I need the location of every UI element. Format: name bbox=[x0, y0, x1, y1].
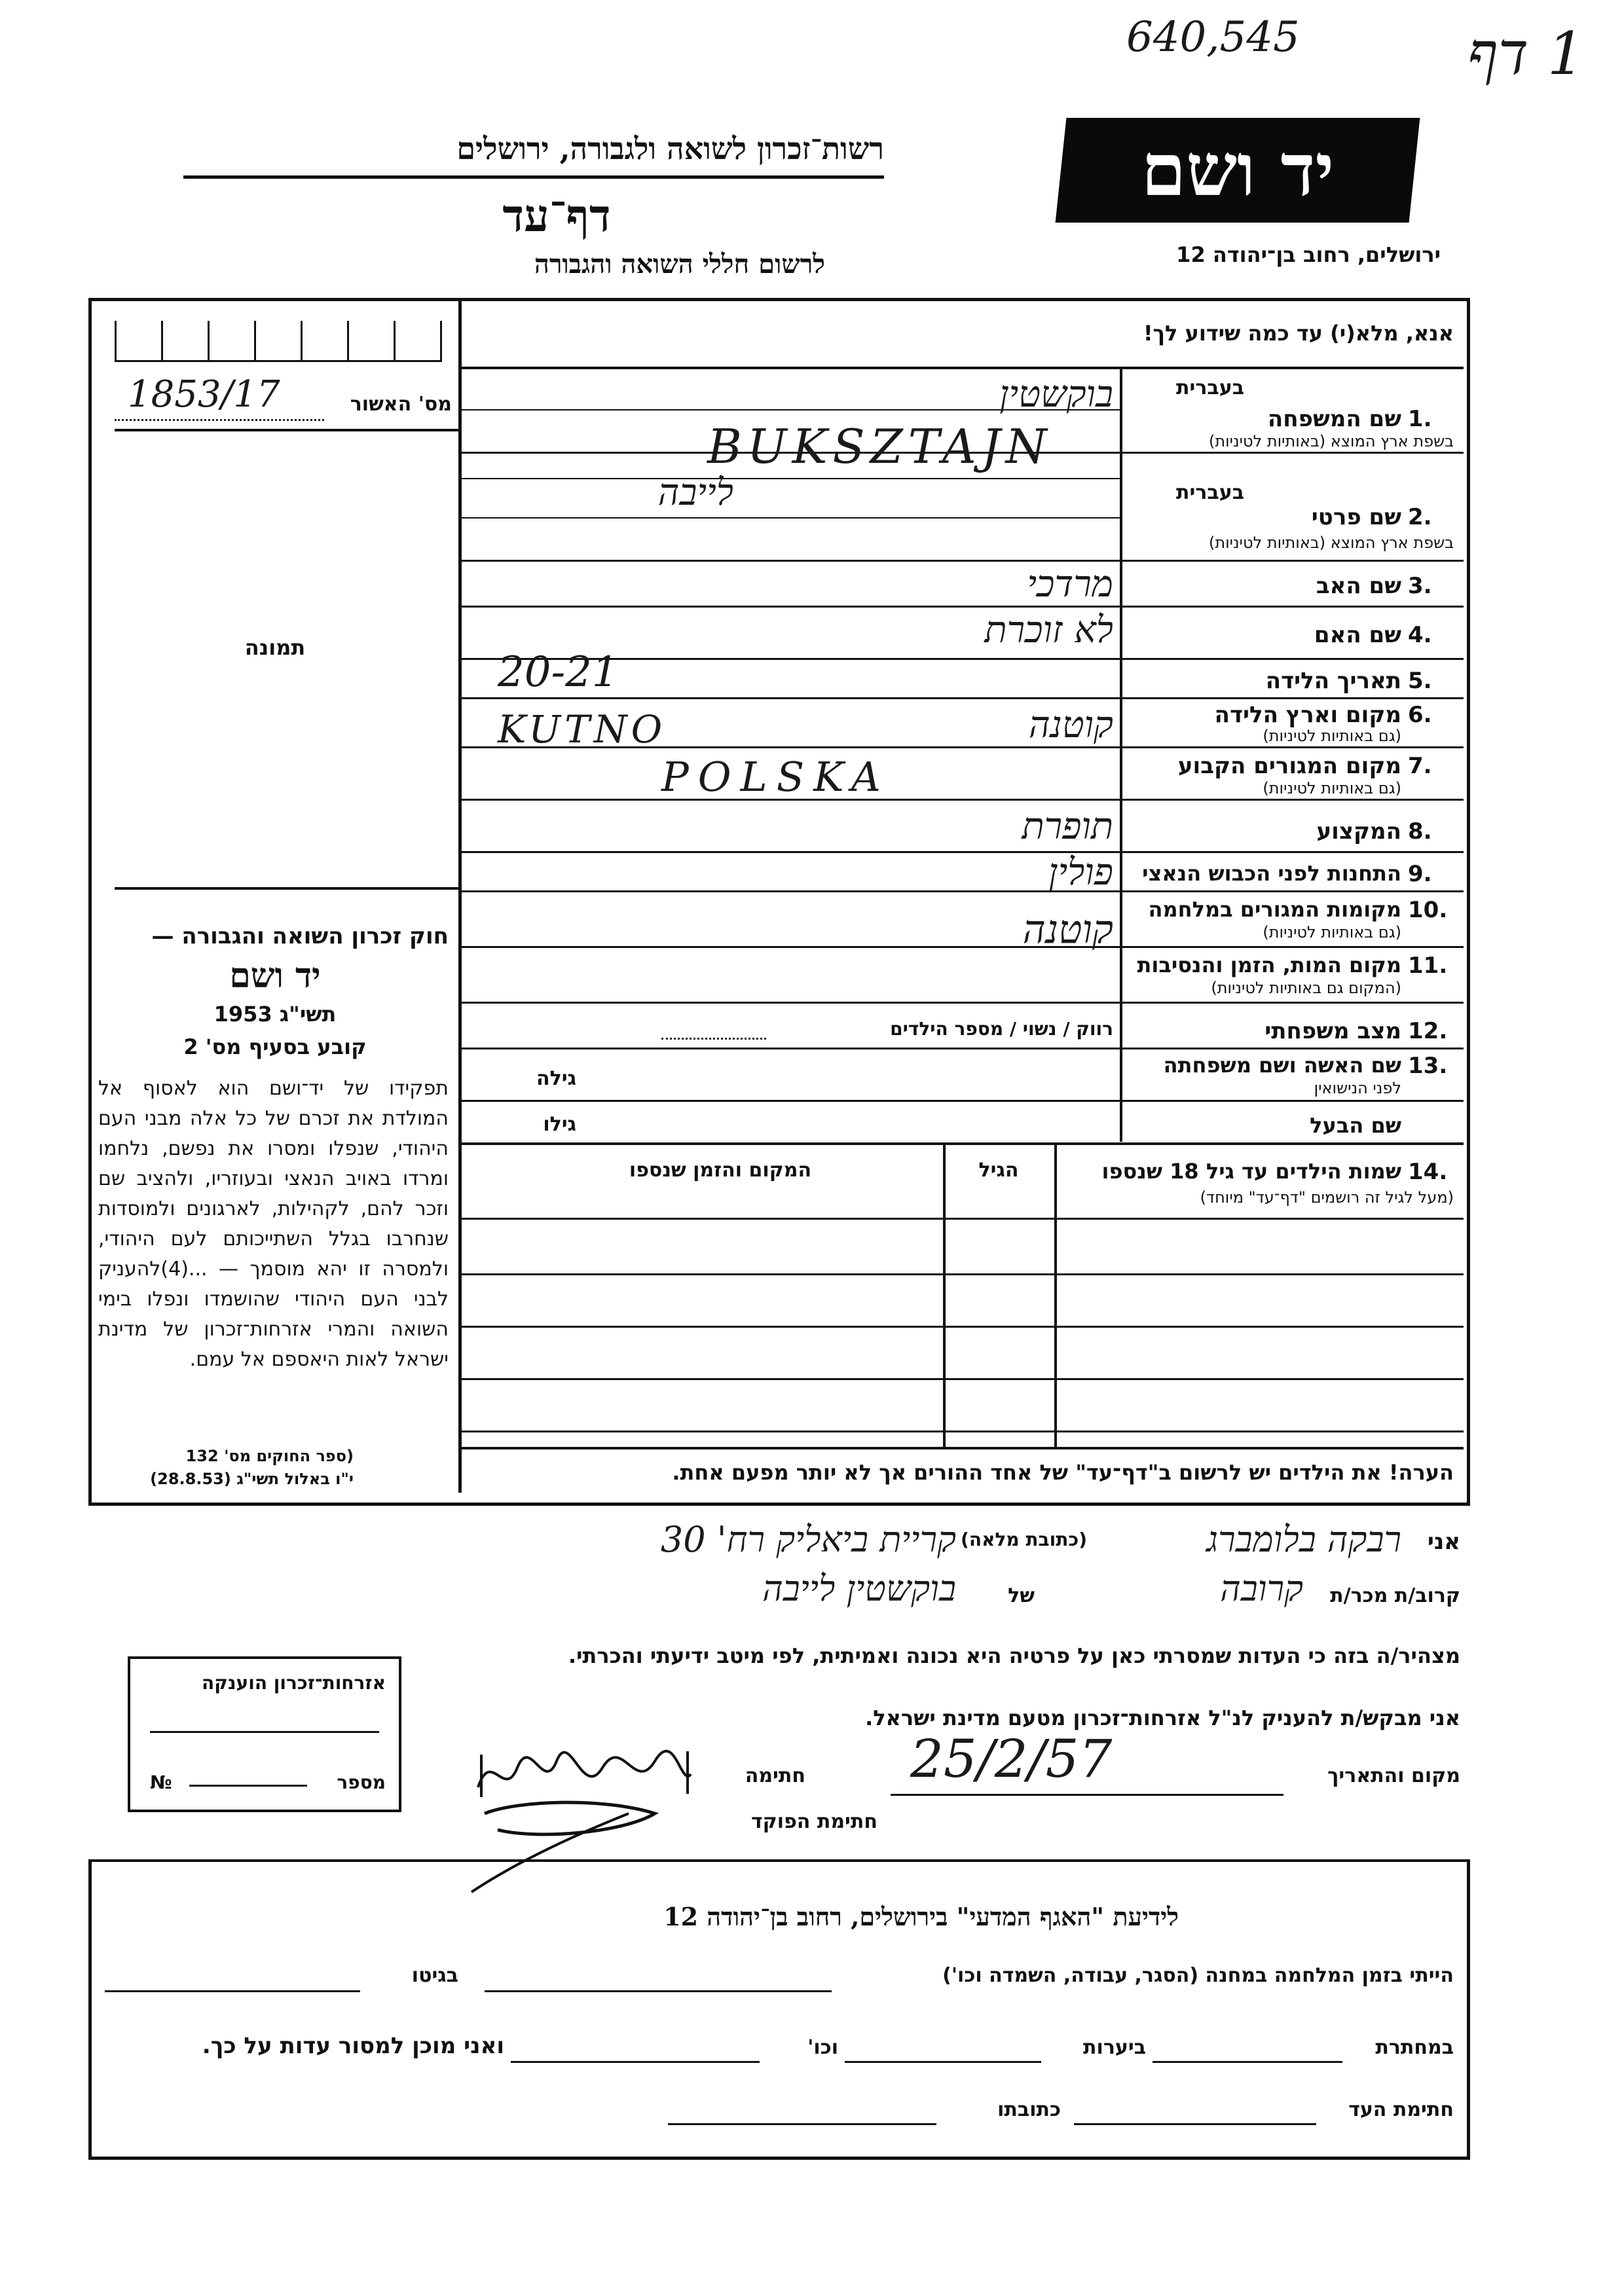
bottom-line2-b: ביערות bbox=[1083, 2036, 1146, 2059]
top-instruction: אנא, מלא(י) עד כמה שידוע לך! bbox=[1143, 321, 1454, 346]
field1-label: שם המשפחה bbox=[1267, 406, 1401, 432]
place-date-label: מקום והתאריך bbox=[1327, 1764, 1460, 1787]
authority-name: רשות־זכרון לשואה ולגבורה, ירושלים bbox=[456, 131, 884, 166]
field9-label: התחנות לפני הכבוש הנאצי bbox=[1142, 861, 1401, 886]
archive-number: 640,545 bbox=[1126, 13, 1300, 62]
stamp-title: אזרחות־זכרון הוענקה bbox=[202, 1672, 386, 1694]
declaration-statement: מצהיר/ה בזה כי העדות שמסרתי כאן על פרטיה היא נכונה ואמיתית, לפי מיטב ידיעתי והכרתי. bbox=[568, 1643, 1460, 1668]
stamp-no-sign: № bbox=[150, 1772, 172, 1793]
field1-value-hebrew: בוקשטין bbox=[999, 373, 1113, 416]
field6-sub: (גם באותיות לטיניות) bbox=[1263, 727, 1401, 745]
of-value: בוקשטין לייבה bbox=[762, 1568, 956, 1609]
barcode-boxes bbox=[115, 321, 442, 360]
yad-vashem-logo bbox=[1056, 118, 1420, 223]
field8-label: המקצוע bbox=[1316, 818, 1401, 845]
field9-value: פולין bbox=[1048, 851, 1113, 894]
official-signature-label: חתימת הפוקד bbox=[751, 1810, 877, 1833]
form-title: דף־עד bbox=[502, 190, 611, 242]
law-body: תפקידו של יד־ושם הוא לאסוף אל המולדת את זכרם של כל אלה מבני העם היהודי, שנפלו ומסרו את נפשם, נלחמו ומרדו באויב הנאצי ובעוזריו, ולהציב שם וזכר להם, לקהילות, לארגונים ולמוסדות שנחרבו בגלל השתייכותם לעם היהודי, ולמסרה זו יהא מוסמך — ...(4)להעניק לבני העם היהודי שהושמדו ונפלו בימי השואה והמרי אזרחות־זכרון של מדינת ישראל לאות היאספם אל עמם. bbox=[98, 1077, 449, 1371]
field12-number: 12. bbox=[1408, 1018, 1448, 1044]
field10-label: מקומות המגורים במלחמה bbox=[1148, 897, 1401, 922]
field11-sub: (המקום גם באותיות לטיניות) bbox=[1211, 979, 1401, 997]
field2-value: לייבה bbox=[657, 471, 733, 514]
bottom-line3-a: חתימת העד bbox=[1348, 2098, 1454, 2121]
field2-label: שם פרטי bbox=[1311, 504, 1401, 530]
address: ירושלים, רחוב בן־יהודה 12 bbox=[1176, 242, 1441, 267]
law-line2: יד ושם bbox=[229, 956, 321, 996]
field2-hebrew-tag: בעברית bbox=[1176, 481, 1244, 504]
field4-value: לא זוכרת bbox=[984, 609, 1113, 651]
field2-number: 2. bbox=[1408, 504, 1432, 530]
logo-text: יד ושם bbox=[1141, 128, 1335, 212]
form-subtitle: לרשום חללי השואה והגבורה bbox=[534, 249, 825, 280]
field3-label: שם האב bbox=[1316, 573, 1401, 599]
page-mark: 1 דף bbox=[1467, 20, 1585, 88]
law-line3: תשי"ג 1953 bbox=[213, 1002, 337, 1027]
field7-number: 7. bbox=[1408, 753, 1432, 779]
field1-hebrew-tag: בעברית bbox=[1176, 376, 1244, 399]
field10-number: 10. bbox=[1408, 897, 1448, 923]
relative-label: קרוב/ת מכר/ת bbox=[1330, 1584, 1460, 1607]
stamp-box bbox=[128, 1656, 401, 1812]
of-label: של bbox=[1008, 1584, 1035, 1607]
field4-label: שם האם bbox=[1314, 622, 1401, 648]
bottom-line1-label: הייתי בזמן המלחמה במחנה (הסגר, עבודה, השמדה וכו') bbox=[942, 1964, 1454, 1987]
field13-number: 13. bbox=[1408, 1053, 1448, 1079]
field14-sub: (מעל לגיל זה רושמים "דף־עד" מיוחד) bbox=[1200, 1188, 1454, 1207]
field4-number: 4. bbox=[1408, 622, 1432, 648]
field14-place-header: המקום והזמן שנספו bbox=[629, 1159, 812, 1182]
field14-label: שמות הילדים עד גיל 18 שנספו bbox=[1101, 1159, 1401, 1184]
field7-value: POLSKA bbox=[661, 753, 890, 801]
field11-number: 11. bbox=[1408, 953, 1448, 979]
note-text: הערה! את הילדים יש לרשום ב"דף־עד" של אחד ההורים אך לא יותר מפעם אחת. bbox=[672, 1460, 1454, 1485]
field9-number: 9. bbox=[1408, 861, 1432, 887]
date-value: 25/2/57 bbox=[910, 1728, 1113, 1789]
declaration-request: אני מבקש/ת להעניק לנ"ל אזרחות־זכרון מטעם מדינת ישראל. bbox=[865, 1705, 1460, 1730]
bottom-title: לידיעת "האגף המדעי" בירושלים, רחוב בן־יהודה 12 bbox=[663, 1902, 1179, 1931]
photo-label: תמונה bbox=[244, 635, 306, 660]
field1-value-latin: BUKSZTAJN bbox=[707, 419, 1052, 474]
field6-label: מקום וארץ הלידה bbox=[1214, 702, 1401, 728]
field1-number: 1. bbox=[1408, 406, 1432, 432]
declarant-name: רבקה בלומברג bbox=[1206, 1519, 1401, 1560]
declarant-address: קריית ביאליק רח' 30 bbox=[660, 1519, 956, 1560]
declaration-me-label: אני bbox=[1427, 1529, 1460, 1555]
stamp-number-label: מספר bbox=[337, 1772, 386, 1793]
field14-age-header: הגיל bbox=[978, 1159, 1019, 1182]
field5-number: 5. bbox=[1408, 668, 1432, 694]
field6-value-latin: KUTNO bbox=[498, 707, 667, 752]
bottom-line2-c: וכו' bbox=[807, 2036, 838, 2059]
husband-label: שם הבעל bbox=[1310, 1113, 1401, 1138]
field12-options: רווק / נשוי / מספר הילדים bbox=[890, 1018, 1113, 1040]
field1-sub: בשפת ארץ המוצא (באותיות לטיניות) bbox=[1209, 432, 1454, 450]
field6-number: 6. bbox=[1408, 702, 1432, 728]
address-label: (כתובת מלאה) bbox=[961, 1529, 1087, 1550]
field13-sub: לפני הנישואין bbox=[1314, 1079, 1401, 1097]
field8-number: 8. bbox=[1408, 818, 1432, 845]
field11-label: מקום המות, הזמן והנסיבות bbox=[1137, 953, 1401, 977]
bottom-line2-a: במחתרת bbox=[1375, 2036, 1454, 2059]
law-footnote1: (ספר החוקים מס' 132 bbox=[185, 1447, 354, 1465]
law-line1: חוק זכרון השואה והגבורה — bbox=[151, 923, 449, 949]
field8-value: תופרת bbox=[1022, 805, 1113, 848]
husband-age-label: גילו bbox=[543, 1113, 576, 1136]
field13-label: שם האשה ושם משפחתה bbox=[1163, 1053, 1401, 1078]
law-footnote2: י"ו באלול תשי"ג (28.8.53) bbox=[150, 1470, 354, 1488]
field10-value: קוטנה bbox=[1022, 907, 1113, 953]
field3-value: מרדכי bbox=[1027, 563, 1113, 606]
field5-value: 20-21 bbox=[498, 648, 619, 697]
field14-number: 14. bbox=[1408, 1159, 1448, 1185]
field5-label: תאריך הלידה bbox=[1265, 668, 1401, 694]
field2-sub: בשפת ארץ המוצא (באותיות לטיניות) bbox=[1209, 534, 1454, 552]
field6-value-hebrew: קוטנה bbox=[1028, 704, 1113, 746]
bottom-line2-end: ואני מוכן למסור עדות על כך. bbox=[202, 2033, 504, 2059]
bottom-line3-b: כתובתו bbox=[997, 2098, 1061, 2121]
relative-value: קרובה bbox=[1220, 1568, 1303, 1609]
signature-label: חתימה bbox=[745, 1764, 805, 1787]
field12-label: מצב משפחתי bbox=[1264, 1018, 1401, 1044]
registration-value: 1853/17 bbox=[128, 373, 280, 416]
bottom-line1-end: בגיטו bbox=[411, 1964, 458, 1987]
registration-label: מס' האשור bbox=[350, 393, 452, 416]
field7-sub: (גם באותיות לטיניות) bbox=[1263, 779, 1401, 797]
field13-age-label: גילה bbox=[536, 1067, 576, 1090]
field3-number: 3. bbox=[1408, 573, 1432, 599]
field10-sub: (גם באותיות לטיניות) bbox=[1263, 923, 1401, 941]
field7-label: מקום המגורים הקבוע bbox=[1177, 753, 1401, 779]
law-line4: קובע בסעיף מס' 2 bbox=[183, 1034, 367, 1059]
